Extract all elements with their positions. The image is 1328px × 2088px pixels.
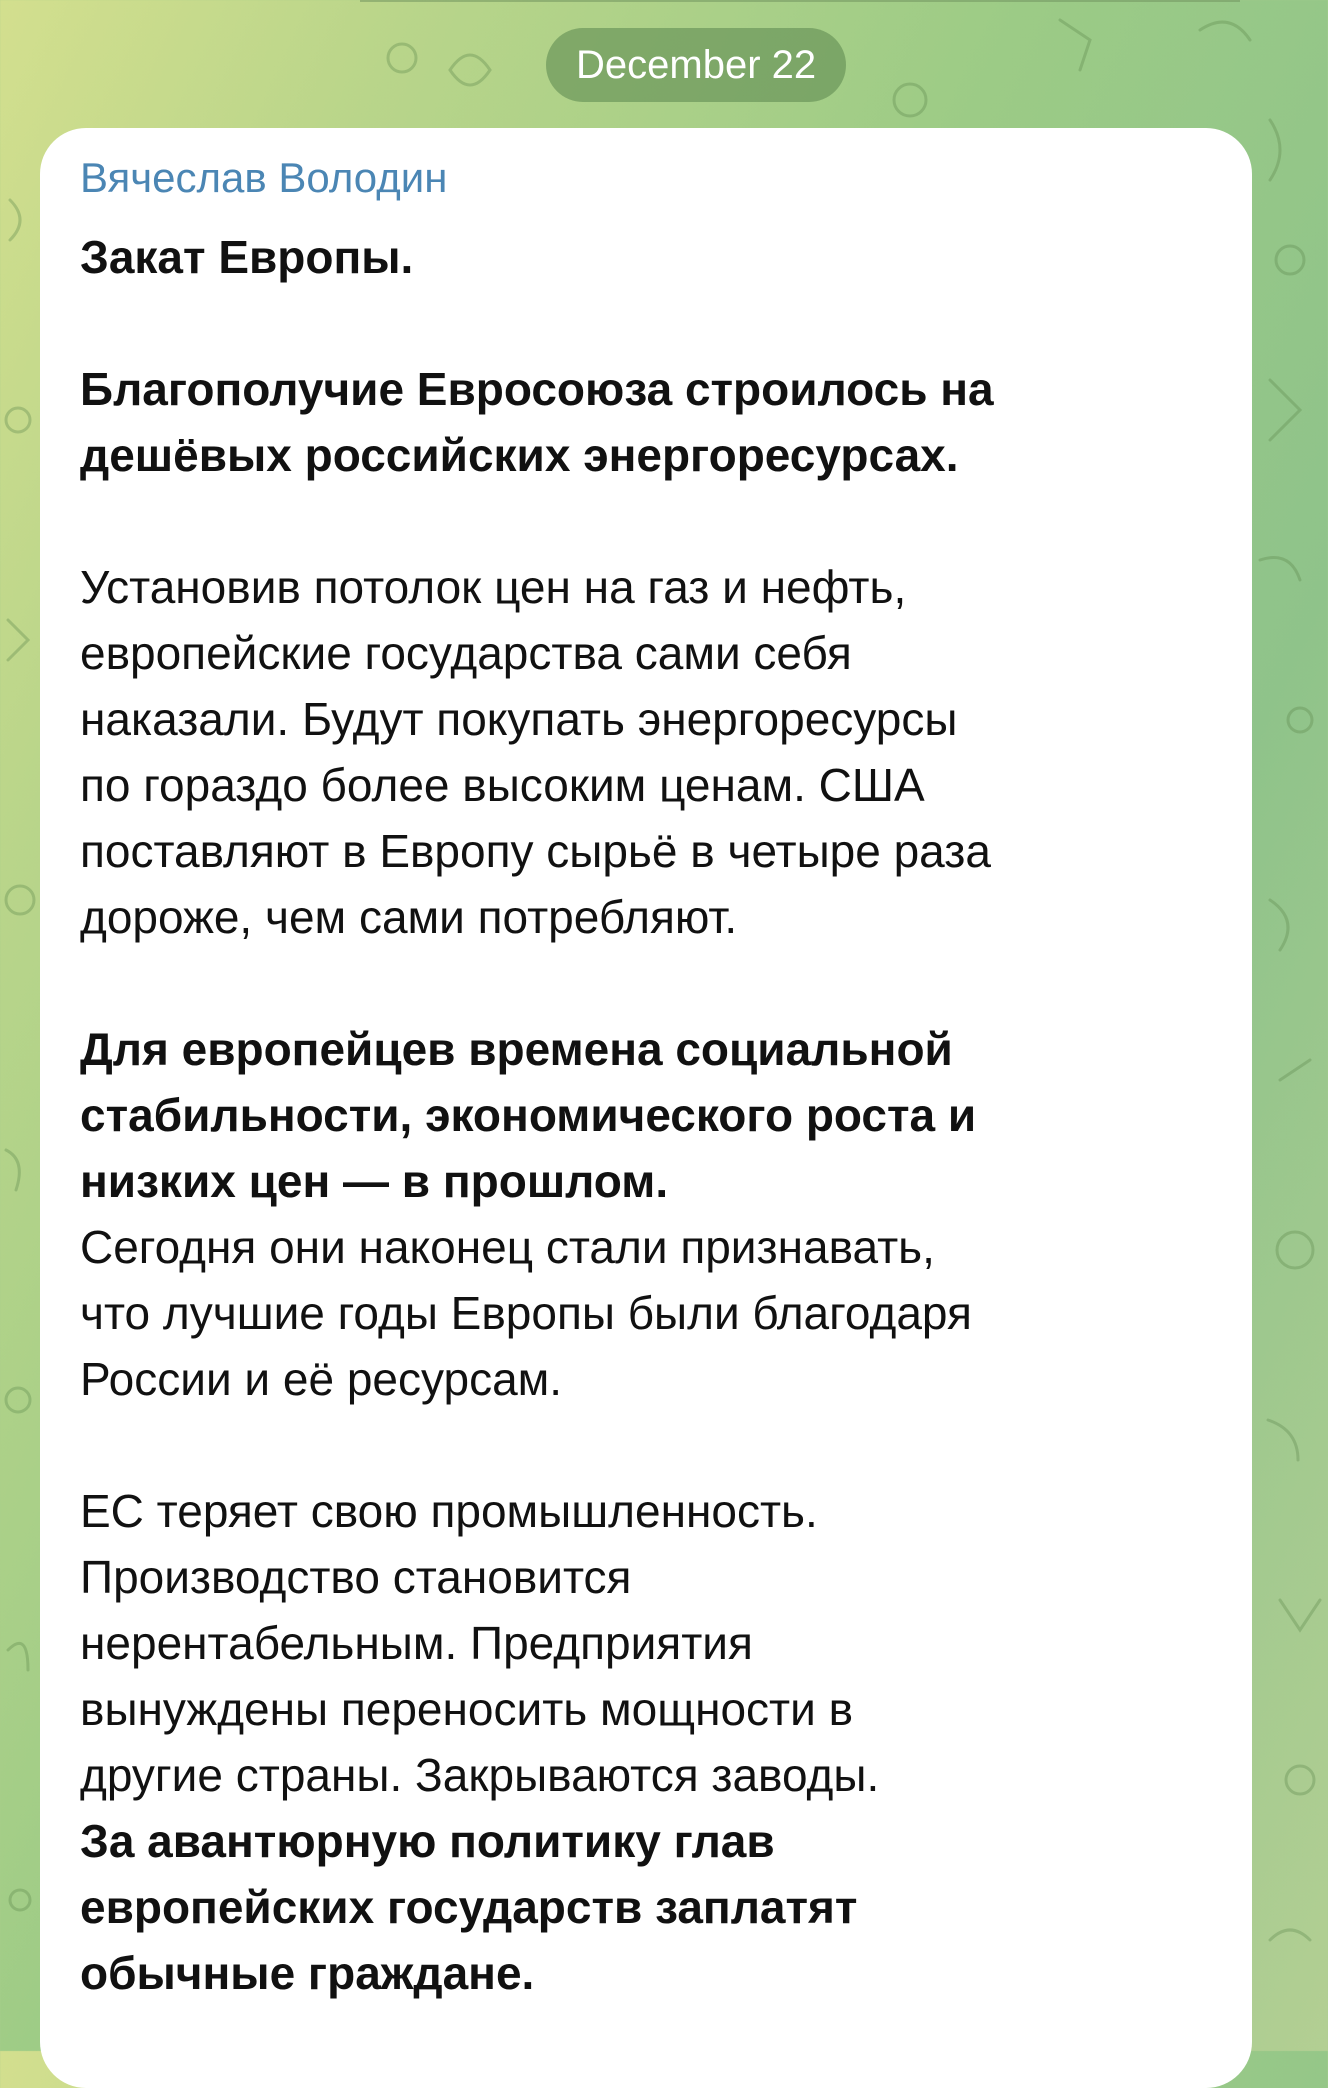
message-line: стабильности, экономического роста и [80,1089,977,1141]
message-bubble[interactable] [40,128,1252,2088]
message-line: дороже, чем сами потребляют. [80,891,738,943]
message-line: что лучшие годы Европы были благодаря [80,1287,972,1339]
message-line: европейские государства сами себя [80,627,852,679]
message-line: обычные граждане. [80,1947,535,1999]
message-line: дешёвых российских энергоресурсах. [80,429,959,481]
message-line: нерентабельным. Предприятия [80,1617,753,1669]
message-line: по гораздо более высоким ценам. США [80,759,925,811]
message-line: ЕС теряет свою промышленность. [80,1485,818,1537]
date-separator: December 22 [546,28,846,102]
message-line: Установив потолок цен на газ и нефть, [80,561,907,613]
message-line: низких цен — в прошлом. [80,1155,669,1207]
message-line: вынуждены переносить мощности в [80,1683,854,1735]
message-title: Закат Европы. [80,231,414,283]
message-text [80,224,1230,2006]
message-line: За авантюрную политику глав [80,1815,775,1867]
message-sender-name[interactable]: Вячеслав Володин [80,154,448,201]
message-line: другие страны. Закрываются заводы. [80,1749,880,1801]
message-line: России и её ресурсам. [80,1353,563,1405]
top-divider-line [360,0,1240,2]
message-line: Для европейцев времена социальной [80,1023,953,1075]
message-line: поставляют в Европу сырьё в четыре раза [80,825,991,877]
message-line: Производство становится [80,1551,632,1603]
message-line: Сегодня они наконец стали признавать, [80,1221,935,1273]
message-line: наказали. Будут покупать энергоресурсы [80,693,958,745]
message-line: европейских государств заплатят [80,1881,858,1933]
message-line: Благополучие Евросоюза строилось на [80,363,994,415]
